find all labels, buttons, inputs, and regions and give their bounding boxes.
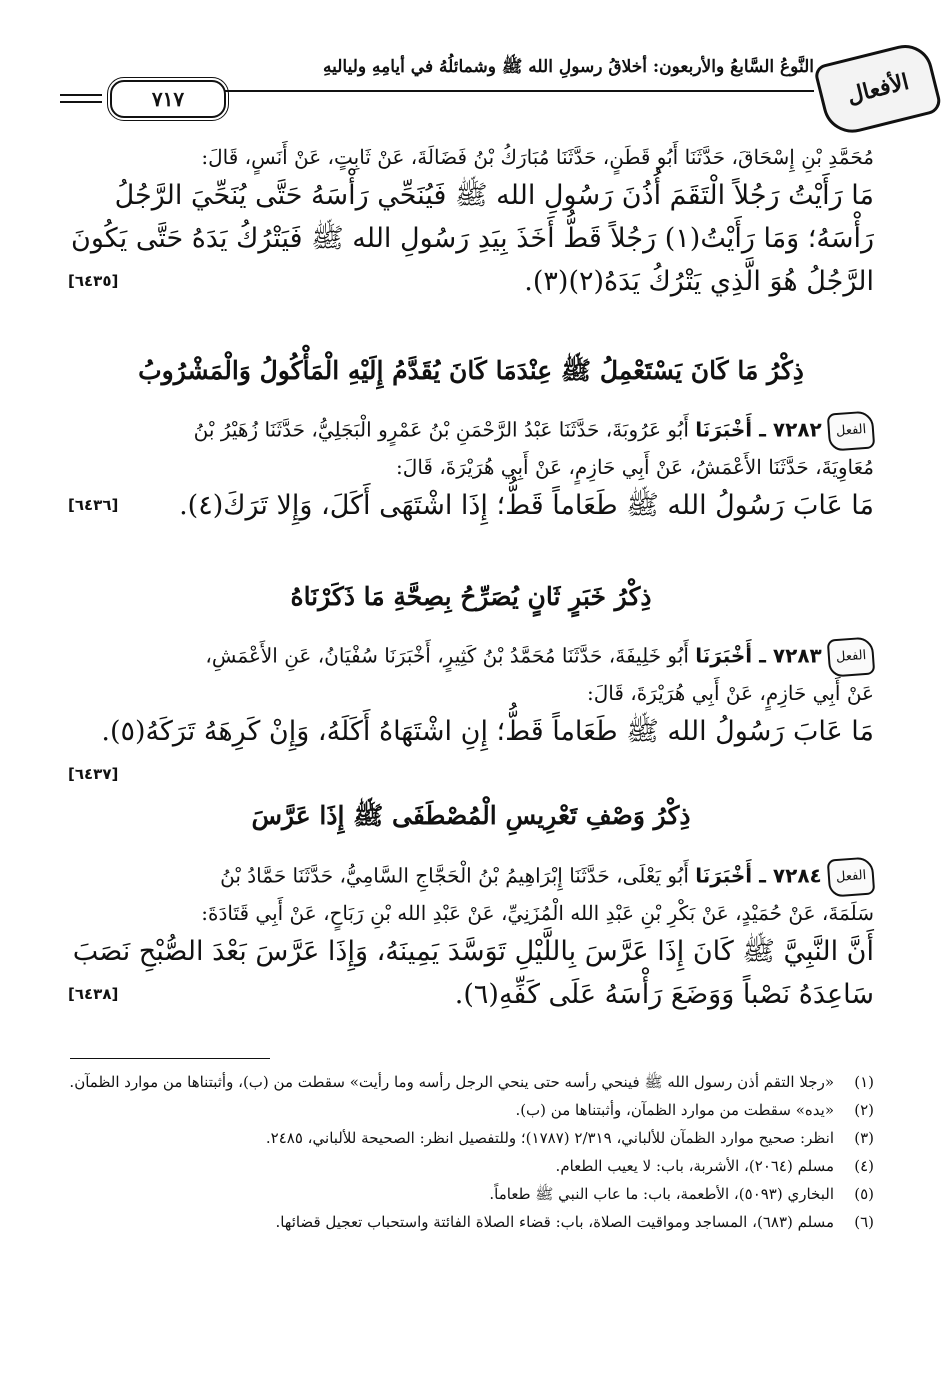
hadith-type-tag: الفعل bbox=[826, 636, 875, 677]
matn-text: مَا عَابَ رَسُولُ الله ﷺ طَعَاماً قَطُّ؛ إِذَا اشْتَهَى أَكَلَ، وَإِلا تَرَكَ(٤). bbox=[179, 490, 874, 521]
hadith-number: ٧٢٨٤ ـ أَخْبَرَنَا bbox=[695, 863, 822, 888]
footnote-number: (٣) bbox=[854, 1129, 874, 1147]
hadith-ref: [٦٤٣٨] bbox=[68, 985, 119, 1003]
footnote-item bbox=[68, 1068, 874, 1096]
footnote-number: (٢) bbox=[854, 1101, 874, 1119]
hadith-number: ٧٢٨٣ ـ أَخْبَرَنَا bbox=[695, 643, 822, 668]
footnote-text: انظر: صحيح موارد الظمآن للألباني، ٢/٣١٩ (١٧٨٧)؛ وللتفصيل انظر: الصحيحة للألباني، ٢٤٨٥. bbox=[265, 1129, 834, 1147]
footnote-item bbox=[68, 1208, 874, 1236]
footnote-item bbox=[68, 1096, 874, 1124]
header-rule bbox=[224, 90, 814, 92]
footnote-text: «يده» سقطت من موارد الظمآن، وأثبتناها من (ب). bbox=[515, 1101, 834, 1119]
hadith-continuation bbox=[68, 140, 874, 303]
footnote-separator bbox=[70, 1058, 270, 1059]
isnad-text: أَبُو يَعْلَى، حَدَّثَنَا إِبْرَاهِيمُ بْنُ الْحَجَّاجِ السَّامِيُّ، حَدَّثَنَا حَمَّادُ بْنُ bbox=[220, 863, 689, 888]
matn-line: مَا رَأَيْتُ رَجُلاً الْتَقَمَ أُذُنَ رَسُولِ الله ﷺ فَيُنَحِّي رَأْسَهُ حَتَّى يُنَحِّيَ الرَّجُلُ bbox=[114, 180, 874, 211]
hadith-7282 bbox=[68, 412, 874, 527]
footnote-item bbox=[68, 1124, 874, 1152]
footnote-number: (١) bbox=[854, 1073, 874, 1091]
footnote-item bbox=[68, 1180, 874, 1208]
isnad-text: أَبُو عَرُوبَةَ، حَدَّثَنَا عَبْدُ الرَّحْمَنِ بْنُ عَمْرٍو الْبَجَلِيُّ، حَدَّثَنَا زُهَيْرُ بْنُ bbox=[193, 417, 689, 442]
header-ornament bbox=[60, 94, 102, 103]
footnote-text: مسلم (٢٠٦٤)، الأشربة، باب: لا يعيب الطعام. bbox=[555, 1157, 834, 1175]
footnote-text: «رجلا التقم أذن رسول الله ﷺ فينحي رأسه حتى ينحي الرجل رأسه وما رأيت» سقطت من (ب)، وأثبتناها من موارد الظمآن. bbox=[69, 1073, 834, 1091]
hadith-7283 bbox=[68, 638, 874, 796]
footnotes bbox=[68, 1068, 874, 1236]
text-line: مُحَمَّدِ بْنِ إِسْحَاقَ، حَدَّثَنَا أَبُو قَطَنٍ، حَدَّثَنَا مُبَارَكُ بْنُ فَضَالَةَ، عَنْ ثَابِتٍ، عَنْ أَنَسٍ، قَالَ: bbox=[201, 145, 874, 169]
hadith-type-tag: الفعل bbox=[826, 856, 875, 897]
running-title: النَّوعُ السَّابعُ والأربعون: أخلاقُ رسولِ الله ﷺ وشمائلُهُ في أيامِهِ ولياليهِ bbox=[322, 57, 814, 77]
page-number bbox=[110, 80, 226, 118]
isnad-text: سَلَمَةَ، عَنْ حُمَيْدٍ، عَنْ بَكْرِ بْنِ عَبْدِ الله الْمُزَنِيِّ، عَنْ عَبْدِ الله بْنِ رَبَاحٍ، عَنْ أَبِي قَتَادَةَ: bbox=[201, 901, 874, 925]
hadith-ref: [٦٤٣٦] bbox=[68, 496, 119, 514]
matn-text: مَا عَابَ رَسُولُ الله ﷺ طَعَاماً قَطُّ؛ إِنِ اشْتَهَاهُ أَكَلَهُ، وَإِنْ كَرِهَهُ تَرَكَهُ(٥). bbox=[101, 716, 874, 747]
footnote-text: البخاري (٥٠٩٣)، الأطعمة، باب: ما عاب النبي ﷺ طعاماً. bbox=[489, 1185, 834, 1203]
section-heading: ذِكْرُ مَا كَانَ يَسْتَعْمِلُ ﷺ عِنْدَمَا كَانَ يُقَدَّمُ إِلَيْهِ الْمَأْكُولُ وَالْمَشْرُوبُ bbox=[138, 356, 804, 385]
isnad-text: أَبُو خَلِيفَةَ، حَدَّثَنَا مُحَمَّدُ بْنُ كَثِيرٍ، أَخْبَرَنَا سُفْيَانُ، عَنِ الأَعْمَشِ، bbox=[205, 643, 689, 668]
page-number-value: ٧١٧ bbox=[151, 87, 185, 111]
footnote-number: (٥) bbox=[854, 1185, 874, 1203]
isnad-text: عَنْ أَبِي حَازِمٍ، عَنْ أَبِي هُرَيْرَةَ، قَالَ: bbox=[586, 681, 874, 705]
chapter-badge-label: الأفعال bbox=[844, 68, 912, 110]
section-heading: ذِكْرُ خَبَرٍ ثَانٍ يُصَرِّحُ بِصِحَّةِ مَا ذَكَرْنَاهُ bbox=[290, 582, 652, 611]
hadith-7284 bbox=[68, 858, 874, 1016]
page-header bbox=[60, 38, 936, 128]
matn-line bbox=[68, 260, 874, 303]
hadith-ref: [٦٤٣٧] bbox=[68, 765, 119, 783]
hadith-ref: [٦٤٣٥] bbox=[68, 272, 119, 290]
footnote-number: (٦) bbox=[854, 1213, 874, 1231]
hadith-type-tag: الفعل bbox=[826, 410, 875, 451]
matn-text: الرَّجُلُ هُوَ الَّذِي يَتْرُكُ يَدَهُ(٢)(٣). bbox=[524, 266, 874, 297]
matn-text: أَنَّ النَّبِيَّ ﷺ كَانَ إِذَا عَرَّسَ بِاللَّيْلِ تَوَسَّدَ يَمِينَهُ، وَإِذَا عَرَّسَ بَعْدَ الصُّبْحِ نَصَبَ bbox=[72, 936, 874, 967]
footnote-number: (٤) bbox=[854, 1157, 874, 1175]
chapter-badge bbox=[813, 39, 943, 139]
matn-text: سَاعِدَهُ نَصْباً وَوَضَعَ رَأْسَهُ عَلَى كَفِّهِ(٦). bbox=[454, 979, 874, 1010]
matn-line: رَأْسَهُ؛ وَمَا رَأَيْتُ(١) رَجُلاً قَطُّ أَخَذَ بِيَدِ رَسُولِ الله ﷺ فَيَتْرُكُ يَدَهُ حَتَّى يَكُونَ bbox=[71, 223, 874, 254]
footnote-text: مسلم (٦٨٣)، المساجد ومواقيت الصلاة، باب: قضاء الصلاة الفائتة واستحباب تعجيل قضائها. bbox=[275, 1213, 834, 1231]
section-heading: ذِكْرُ وَصْفِ تَعْرِيسِ الْمُصْطَفَى ﷺ إِذَا عَرَّسَ bbox=[251, 801, 691, 830]
hadith-number: ٧٢٨٢ ـ أَخْبَرَنَا bbox=[695, 417, 822, 442]
footnote-item bbox=[68, 1152, 874, 1180]
isnad-text: مُعَاوِيَةَ، حَدَّثَنَا الأَعْمَشُ، عَنْ أَبِي حَازِمٍ، عَنْ أَبِي هُرَيْرَةَ، قَالَ: bbox=[396, 455, 874, 479]
